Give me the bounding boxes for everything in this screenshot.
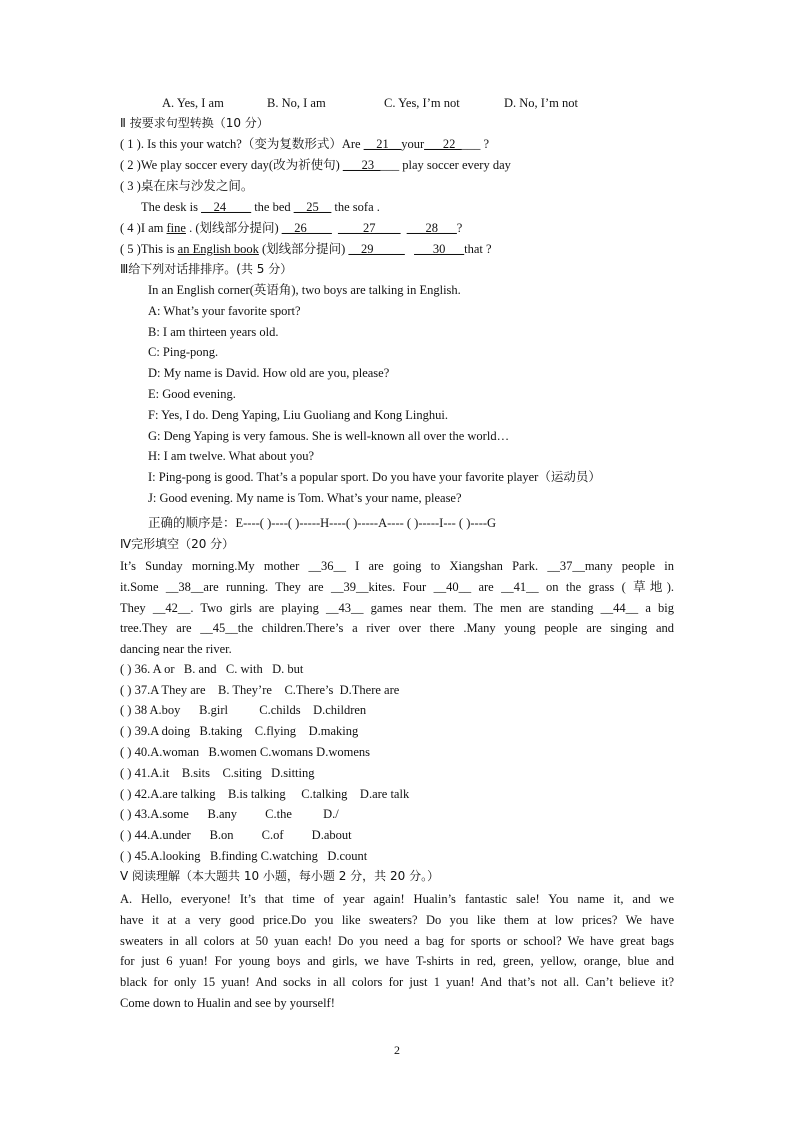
- option-c: C. Yes, I’m not: [384, 96, 460, 110]
- question-stem: ( ) 38 A.boy: [120, 703, 181, 717]
- dialogue-line: H: I am twelve. What about you?: [148, 449, 315, 463]
- question-stem: ( ) 43.A.some: [120, 807, 189, 821]
- q1-end: ___ ?: [461, 137, 490, 151]
- dialogue-line: J: Good evening. My name is Tom. What’s your name, please?: [148, 491, 462, 505]
- option: C. with: [225, 662, 263, 676]
- q4-mid: . (划线部分提问): [185, 221, 282, 235]
- section5-heading: Ⅴ 阅读理解（本大题共 10 小题，每小题 2 分，共 20 分。）: [120, 869, 440, 883]
- cloze-line: It’s Sunday morning.My mother __36__ I are going to Xiangshan Park. __37__many people in: [120, 559, 674, 573]
- question-stem: ( ) 36. A or: [120, 662, 175, 676]
- option: C.siting: [222, 766, 262, 780]
- option: C.flying: [254, 724, 297, 738]
- question-stem: ( ) 44.A.under: [120, 828, 191, 842]
- dialogue-line: D: My name is David. How old are you, please?: [148, 366, 390, 380]
- reading-line: sweaters in all colors at 50 yuan each! Do you need a bag for sports or school? We have great bags: [120, 933, 674, 948]
- cloze-question: [120, 661, 303, 677]
- option: C.the: [265, 807, 292, 821]
- cloze-question: [120, 682, 399, 698]
- page-number: 2: [394, 1043, 400, 1057]
- cloze-passage: [120, 556, 674, 660]
- option: B.is talking: [227, 787, 286, 801]
- option: C.childs: [259, 703, 301, 717]
- option: D.making: [308, 724, 359, 738]
- cloze-question: [120, 702, 366, 718]
- question-stem: ( ) 40.A.woman: [120, 745, 200, 759]
- q4-end: ?: [456, 221, 463, 235]
- option: C.watching: [260, 849, 318, 863]
- dialogue-intro: In an English corner(英语角), two boys are talking in English.: [148, 283, 461, 297]
- cloze-question: [120, 765, 315, 781]
- q2-end: ___ play soccer every day: [380, 158, 511, 172]
- option: B.on: [209, 828, 234, 842]
- dialogue-line: G: Deng Yaping is very famous. She is well-known all over the world…: [148, 429, 510, 443]
- option-d: D. No, I’m not: [504, 96, 578, 110]
- question-stem: ( ) 42.A.are talking: [120, 787, 216, 801]
- option-b: B. No, I am: [267, 96, 326, 110]
- q5-underlined: an English book: [177, 242, 259, 256]
- reading-line: A. Hello, everyone! It’s that time of year again! Hualin’s fantastic sale! You name it, and we: [120, 892, 674, 906]
- q3-line: The desk is: [141, 200, 202, 214]
- reading-line: black for only 15 yuan! And socks in all colors for just 1 yuan! And that’s not all. Can’t believe it?: [120, 975, 674, 990]
- cloze-question: [120, 848, 367, 864]
- section4-heading: Ⅳ完形填空（20 分）: [120, 537, 235, 551]
- cloze-question: [120, 827, 352, 843]
- section2-q1: [120, 136, 489, 152]
- q5-end: that ?: [464, 242, 492, 256]
- section2-q3: ( 3 )桌在床与沙发之间。: [120, 179, 254, 193]
- q1-prefix: ( 1 ). Is this your watch?（变为复数形式）Are: [120, 137, 364, 151]
- cloze-question: [120, 744, 370, 760]
- section2-q5: [120, 241, 492, 257]
- blank-30: ___30___: [414, 242, 465, 256]
- section2-q4: [120, 220, 462, 236]
- blank-27: ____27____: [338, 221, 401, 235]
- section2-heading: Ⅱ 按要求句型转换（10 分）: [120, 116, 269, 130]
- dialogue-line: C: Ping-pong.: [148, 345, 219, 359]
- option: D./: [323, 807, 339, 821]
- blank-21: __21__: [363, 137, 402, 151]
- option: B.women: [208, 745, 257, 759]
- option: B. They’re: [218, 683, 272, 697]
- q4-prefix: ( 4 )I am: [120, 221, 167, 235]
- cloze-question: [120, 723, 358, 739]
- q3-mid: the bed: [251, 200, 294, 214]
- reading-line: have it at a very good price.Do you like sweaters? Do you like them at low prices? We have: [120, 912, 674, 927]
- question-stem: ( ) 39.A doing: [120, 724, 191, 738]
- option: B. and: [183, 662, 217, 676]
- section2-q3-sentence: [141, 199, 380, 215]
- blank-25: __25__: [293, 200, 332, 214]
- option: C.talking: [301, 787, 348, 801]
- dialogue-line: A: What’s your favorite sport?: [148, 304, 301, 318]
- option: D.count: [327, 849, 368, 863]
- option: B.girl: [199, 703, 228, 717]
- option: D.sitting: [271, 766, 315, 780]
- section2-q2: [120, 157, 511, 173]
- cloze-question: [120, 786, 409, 802]
- option: C.womans: [259, 745, 314, 759]
- option: B.taking: [199, 724, 243, 738]
- cloze-line: dancing near the river.: [120, 642, 232, 657]
- option: C.There’s: [284, 683, 334, 697]
- option: D.are talk: [359, 787, 410, 801]
- blank-26: __26____: [281, 221, 332, 235]
- reading-line: for just 6 yuan! For young boys and girls, we have T-shirts in red, green, yellow, orange, blue and: [120, 954, 674, 969]
- question-stem: ( ) 41.A.it: [120, 766, 170, 780]
- option: B.any: [207, 807, 238, 821]
- blank-24: __24____: [201, 200, 252, 214]
- dialogue-line: F: Yes, I do. Deng Yaping, Liu Guoliang and Kong Linghui.: [148, 408, 449, 422]
- cloze-line: They __42__. Two girls are playing __43__ games near them. The men are standing __44__ a big: [120, 600, 674, 615]
- q3-end: the sofa .: [331, 200, 380, 214]
- cloze-question: [120, 806, 339, 822]
- dialogue-line: E: Good evening.: [148, 387, 236, 401]
- blank-22: ___22_: [424, 137, 462, 151]
- blank-23: ___23_: [342, 158, 381, 172]
- blank-29: __29_____: [348, 242, 405, 256]
- option: D. but: [272, 662, 304, 676]
- option: D.children: [313, 703, 367, 717]
- blank-28: ___28___: [406, 221, 457, 235]
- q5-prefix: ( 5 )This is: [120, 242, 178, 256]
- section3-heading: Ⅲ给下列对话排排序。(共 5 分）: [120, 262, 293, 276]
- option: D.about: [311, 828, 352, 842]
- option: C.of: [261, 828, 284, 842]
- dialogue-line: I: Ping-pong is good. That’s a popular sport. Do you have your favorite player（运动员）: [148, 470, 601, 484]
- reading-line: Come down to Hualin and see by yourself!: [120, 995, 335, 1010]
- option: D.There are: [339, 683, 400, 697]
- q5-mid: (划线部分提问): [258, 242, 349, 256]
- option: B.finding: [209, 849, 258, 863]
- question-stem: ( ) 45.A.looking: [120, 849, 201, 863]
- q4-underlined: fine: [166, 221, 186, 235]
- cloze-line: tree.They are __45__the children.There’s a river over there .Many young people are singing and: [120, 621, 674, 636]
- dialogue-line: B: I am thirteen years old.: [148, 325, 279, 339]
- q2-prefix: ( 2 )We play soccer every day(改为祈使句): [120, 158, 343, 172]
- reading-passage: [120, 889, 674, 1014]
- cloze-line: it.Some __38__are running. They are __39__kites. Four __40__ are __41__ on the grass ( 草地).: [120, 579, 674, 594]
- option-a: A. Yes, I am: [162, 96, 224, 110]
- option: D.womens: [316, 745, 370, 759]
- option: B.sits: [181, 766, 210, 780]
- q1-mid: your: [401, 137, 425, 151]
- order-answer-line: 正确的顺序是：E----( )----( )-----H----( )-----A---- ( )-----I--- ( )----G: [148, 516, 497, 530]
- question-stem: ( ) 37.A They are: [120, 683, 206, 697]
